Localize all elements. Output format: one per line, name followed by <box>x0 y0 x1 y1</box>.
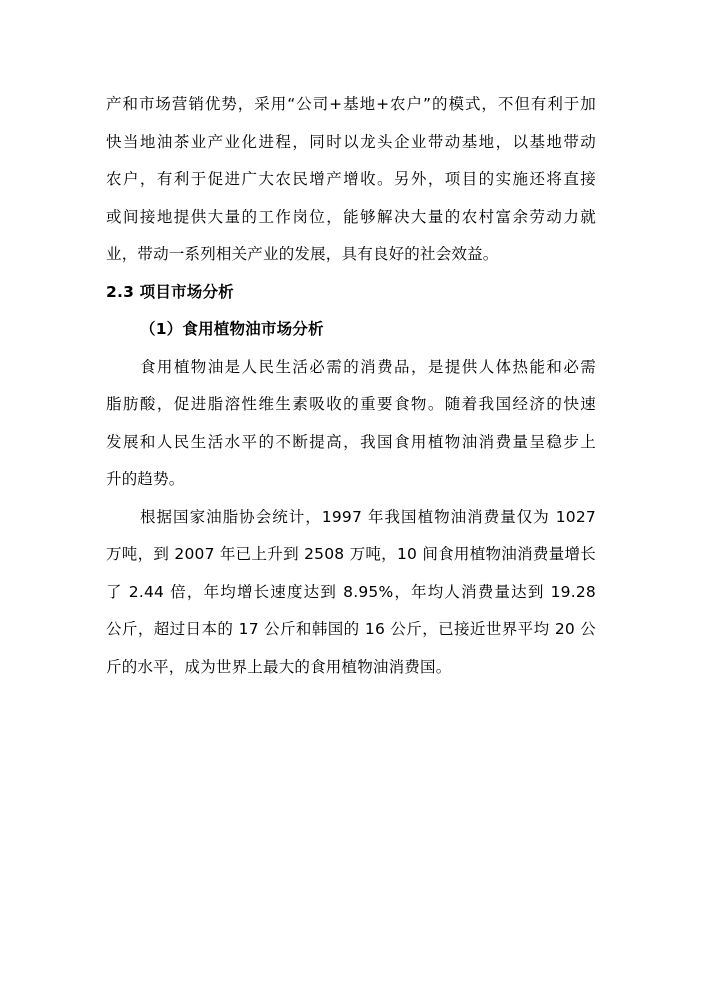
paragraph-1-line-1: 产和市场营销优势，采用“公司+基地+农户”的模式，不但有利于加 <box>106 95 596 113</box>
paragraph-2-line-1: 食用植物油是人民生活必需的消费品，是提供人体热能和必需 <box>140 358 596 376</box>
paragraph-2-line-4: 升的趋势。 <box>106 470 185 488</box>
paragraph-3-line-4: 公斤，超过日本的 17 公斤和韩国的 16 公斤，已接近世界平均 20 公 <box>106 620 596 638</box>
paragraph-1-line-5: 业，带动一系列相关产业的发展，具有良好的社会效益。 <box>106 245 499 263</box>
paragraph-3-line-5: 斤的水平，成为世界上最大的食用植物油消费国。 <box>106 658 452 676</box>
section-heading: 2.3 项目市场分析 <box>106 283 234 301</box>
paragraph-2-line-3: 发展和人民生活水平的不断提高，我国食用植物油消费量呈稳步上 <box>106 433 596 451</box>
paragraph-1-line-2: 快当地油茶业产业化进程，同时以龙头企业带动基地，以基地带动 <box>106 133 596 151</box>
paragraph-3-line-1: 根据国家油脂协会统计，1997 年我国植物油消费量仅为 1027 <box>140 508 596 526</box>
subsection-heading: （1）食用植物油市场分析 <box>140 320 324 338</box>
paragraph-2-line-2: 脂肪酸，促进脂溶性维生素吸收的重要食物。随着我国经济的快速 <box>106 395 596 413</box>
paragraph-3-line-2: 万吨，到 2007 年已上升到 2508 万吨，10 间食用植物油消费量增长 <box>106 545 596 563</box>
paragraph-1-line-3: 农户，有利于促进广大农民增产增收。另外，项目的实施还将直接 <box>106 170 596 188</box>
paragraph-1-line-4: 或间接地提供大量的工作岗位，能够解决大量的农村富余劳动力就 <box>106 208 596 226</box>
paragraph-3-line-3: 了 2.44 倍，年均增长速度达到 8.95%，年均人消费量达到 19.28 <box>106 583 596 601</box>
